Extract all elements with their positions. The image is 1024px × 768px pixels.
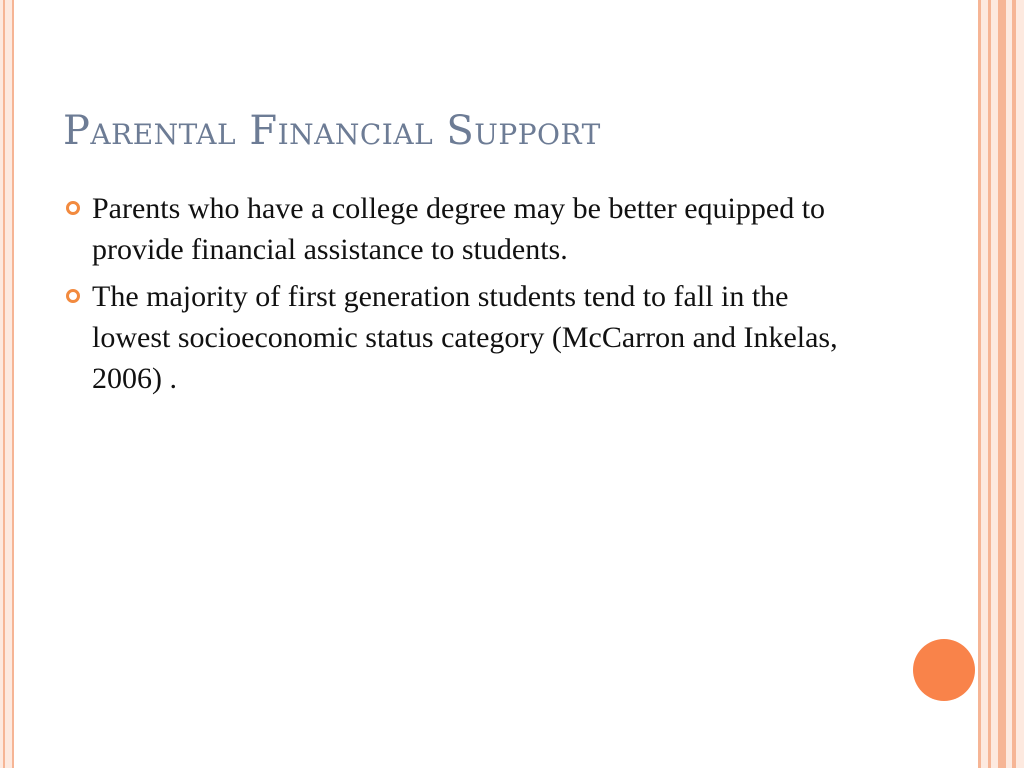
left-border-decoration <box>0 0 14 768</box>
right-border-decoration <box>978 0 1024 768</box>
slide-title: Parental Financial Support <box>63 108 601 154</box>
bullet-list <box>64 188 874 405</box>
bullet-item <box>64 188 874 270</box>
right-border-stripe <box>1012 0 1016 768</box>
left-border-line <box>3 0 5 768</box>
bullet-text: The majority of first generation students tend to fall in the lowest socioeconomic status category (McCarron and Inkelas, 2006) . <box>92 280 838 395</box>
right-border-stripe <box>998 0 1006 768</box>
circle-bullet-icon <box>66 289 80 303</box>
bullet-item <box>64 276 874 399</box>
decorative-circle <box>913 639 975 701</box>
circle-bullet-icon <box>66 201 80 215</box>
bullet-text: Parents who have a college degree may be better equipped to provide financial assistance to students. <box>92 192 826 266</box>
right-border-stripe <box>988 0 991 768</box>
right-border-stripe <box>978 0 981 768</box>
